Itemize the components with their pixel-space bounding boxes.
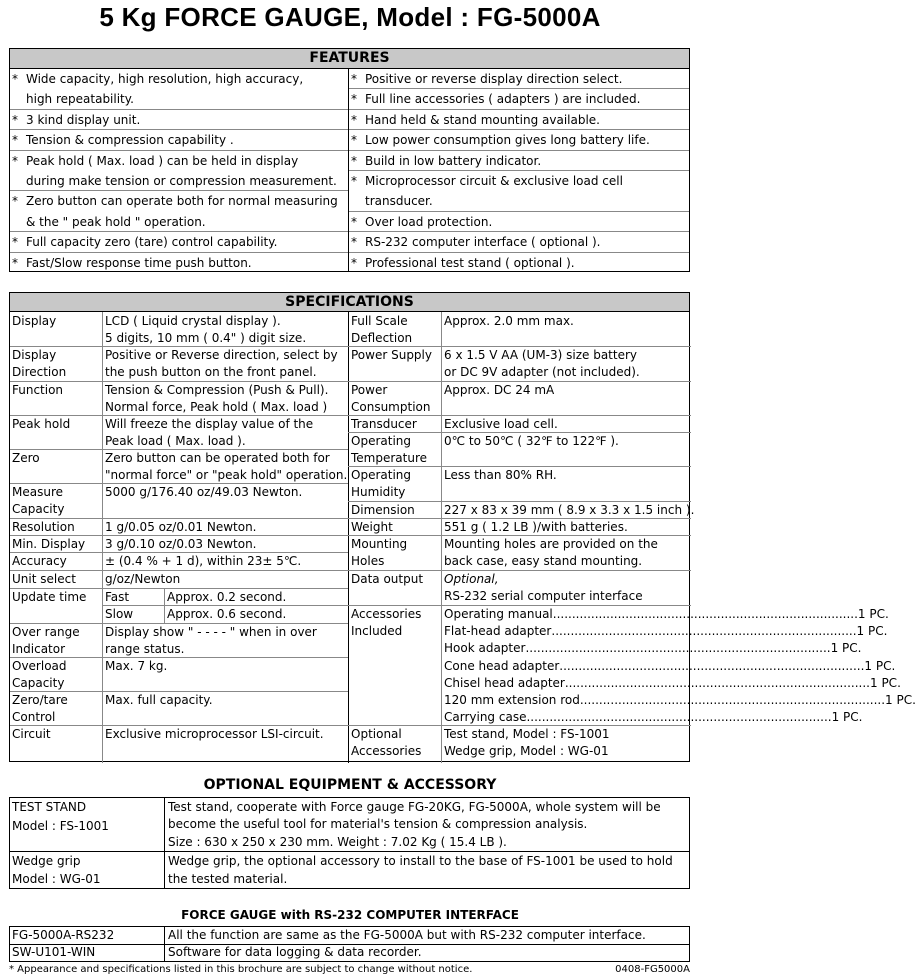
spec-label-peak-hold: Peak hold [12, 417, 71, 431]
feature-item [349, 69, 689, 89]
spec-label-mounting-holes: Holes [351, 554, 385, 568]
feature-item [349, 171, 689, 212]
spec-value: ± (0.4 % + 1 d), within 23± 5℃. [105, 554, 302, 568]
spec-value: Mounting holes are provided on the [444, 537, 658, 551]
optional-equipment-table [9, 797, 690, 889]
accessory-item [442, 692, 916, 709]
feature-item [10, 191, 348, 232]
dot-leader: ................................................................................ [551, 624, 857, 639]
feature-item [349, 253, 689, 273]
dot-leader: ................................................................................ [579, 692, 886, 707]
spec-label-power-consumption: Consumption [351, 400, 431, 414]
bullet-star: * [12, 235, 18, 250]
accessory-qty: 1 PC. [830, 641, 862, 656]
spec-value: 5 digits, 10 mm ( 0.4" ) digit size. [105, 331, 307, 345]
feature-item [349, 130, 689, 150]
feature-item [349, 89, 689, 109]
spec-label-display: Display [12, 314, 57, 328]
feature-item [349, 151, 689, 171]
spec-value: LCD ( Liquid crystal display ). [105, 314, 281, 328]
spec-value: Exclusive load cell. [444, 417, 558, 431]
dot-leader: ................................................................................ [526, 710, 832, 725]
spec-value: Less than 80% RH. [444, 468, 557, 482]
accessory-name: 120 mm extension rod [444, 692, 580, 707]
feature-item [10, 110, 348, 130]
footer-note: * Appearance and specifications listed in this brochure are subject to change without notice. [9, 964, 473, 975]
spec-label-unit-select: Unit select [12, 572, 76, 586]
rs232-desc: All the function are same as the FG-5000A but with RS-232 computer interface. [168, 928, 646, 942]
feature-text: & the " peak hold " operation. [26, 214, 206, 229]
feature-text: Wide capacity, high resolution, high accuracy, [26, 72, 304, 86]
rs232-table [9, 926, 690, 962]
spec-label-power-consumption: Power [351, 383, 388, 397]
accessory-qty: 1 PC. [885, 692, 916, 707]
wedge-grip-label: Wedge grip [12, 854, 81, 868]
test-stand-desc: become the useful tool for material's tension & compression analysis. [168, 817, 588, 831]
spec-label-measure-capacity: Capacity [12, 502, 65, 516]
rs232-section-title: FORCE GAUGE with RS-232 COMPUTER INTERFACE [181, 908, 519, 922]
document-code: 0408-FG5000A [615, 964, 690, 975]
spec-value: g/oz/Newton [105, 572, 181, 586]
spec-label-operating-temperature: Operating [351, 434, 411, 448]
spec-label-display-direction: Direction [12, 365, 67, 379]
spec-label-accuracy: Accuracy [12, 554, 67, 568]
spec-value: Wedge grip, Model : WG-01 [444, 744, 609, 758]
spec-label-operating-humidity: Operating [351, 468, 411, 482]
spec-value: Zero button can be operated both for [105, 451, 330, 465]
spec-label-operating-humidity: Humidity [351, 485, 406, 499]
feature-text: Low power consumption gives long battery life. [365, 133, 650, 148]
wedge-grip-desc: Wedge grip, the optional accessory to install to the base of FS-1001 be used to hold [168, 854, 673, 868]
spec-value: range status. [105, 642, 185, 656]
feature-text: Build in low battery indicator. [365, 153, 542, 168]
spec-label-mounting-holes: Mounting [351, 537, 408, 551]
bullet-star: * [12, 112, 18, 127]
spec-value: Test stand, Model : FS-1001 [444, 727, 610, 741]
feature-text: Hand held & stand mounting available. [365, 112, 600, 127]
bullet-star: * [351, 72, 357, 86]
spec-value: Fast [105, 590, 130, 604]
accessory-qty: 1 PC. [856, 624, 888, 639]
spec-value: back case, easy stand mounting. [444, 554, 643, 568]
rs232-model: FG-5000A-RS232 [12, 928, 115, 942]
spec-value: 0℃ to 50℃ ( 32℉ to 122℉ ). [444, 434, 619, 448]
bullet-star: * [12, 133, 18, 148]
spec-label-accessories-included: Accessories [351, 607, 422, 621]
spec-value: 3 g/0.10 oz/0.03 Newton. [105, 537, 257, 551]
feature-item [349, 110, 689, 130]
feature-item [10, 69, 348, 110]
test-stand-model: Model : FS-1001 [12, 819, 109, 833]
feature-text: during make tension or compression measurement. [26, 173, 337, 188]
spec-value: Positive or Reverse direction, select by [105, 348, 338, 362]
optional-section-title: OPTIONAL EQUIPMENT & ACCESSORY [203, 777, 497, 793]
spec-value: Approx. 2.0 mm max. [444, 314, 574, 328]
spec-label-display-direction: Display [12, 348, 57, 362]
test-stand-label: TEST STAND [12, 800, 87, 814]
bullet-star: * [12, 72, 18, 86]
dot-leader: ................................................................................ [525, 641, 831, 656]
accessory-item [442, 623, 888, 640]
spec-label-zero: Zero [12, 451, 40, 465]
bullet-star: * [351, 235, 357, 250]
spec-value: 6 x 1.5 V AA (UM-3) size battery [444, 348, 638, 362]
features-table [9, 48, 690, 272]
accessory-name: Flat-head adapter [444, 624, 552, 639]
feature-text: Tension & compression capability . [26, 133, 234, 148]
bullet-star: * [351, 92, 357, 107]
bullet-star: * [12, 194, 18, 209]
spec-value: Will freeze the display value of the [105, 417, 314, 431]
spec-label-resolution: Resolution [12, 520, 75, 534]
spec-value: 5000 g/176.40 oz/49.03 Newton. [105, 485, 303, 499]
software-model: SW-U101-WIN [12, 945, 96, 959]
spec-value: Peak load ( Max. load ). [105, 434, 246, 448]
bullet-star: * [12, 255, 18, 270]
bullet-star: * [351, 112, 357, 127]
spec-value: Display show " - - - - " when in over [105, 625, 317, 639]
spec-label-circuit: Circuit [12, 727, 51, 741]
feature-text: Over load protection. [365, 214, 493, 229]
spec-value: Tension & Compression (Push & Pull). [105, 383, 329, 397]
accessory-list [442, 606, 916, 726]
spec-label-operating-temperature: Temperature [351, 451, 428, 465]
accessory-item [442, 606, 889, 623]
spec-value: the push button on the front panel. [105, 365, 317, 379]
feature-item [10, 130, 348, 150]
spec-label-measure-capacity: Measure [12, 485, 63, 499]
spec-value: Max. full capacity. [105, 693, 213, 707]
spec-label-full-scale: Deflection [351, 331, 413, 345]
spec-value: Approx. 0.6 second. [167, 607, 287, 621]
spec-label-overload: Overload [12, 659, 67, 673]
spec-label-min-display: Min. Display [12, 537, 86, 551]
spec-value: 551 g ( 1.2 LB )/with batteries. [444, 520, 628, 534]
accessory-qty: 1 PC. [864, 658, 896, 673]
bullet-star: * [351, 173, 357, 188]
spec-label-dimension: Dimension [351, 503, 415, 517]
features-left-column [10, 69, 349, 271]
feature-item [10, 151, 348, 192]
wedge-grip-model: Model : WG-01 [12, 872, 101, 886]
spec-label-weight: Weight [351, 520, 393, 534]
accessory-name: Operating manual [444, 607, 553, 621]
spec-value: 227 x 83 x 39 mm ( 8.9 x 3.3 x 1.5 inch ). [444, 503, 695, 517]
accessory-name: Cone head adapter [444, 658, 560, 673]
feature-text: Full line accessories ( adapters ) are included. [365, 92, 641, 107]
test-stand-desc: Test stand, cooperate with Force gauge FG-20KG, FG-5000A, whole system will be [168, 800, 661, 814]
spec-label-over-range: Over range [12, 625, 80, 639]
spec-value: Approx. 0.2 second. [167, 590, 287, 604]
feature-item [349, 232, 689, 252]
feature-text: Positive or reverse display direction select. [365, 72, 623, 86]
dot-leader: ................................................................................ [564, 675, 870, 690]
feature-item [349, 212, 689, 232]
spec-label-function: Function [12, 383, 64, 397]
specifications-header: SPECIFICATIONS [10, 293, 689, 312]
specifications-table [9, 292, 916, 762]
bullet-star: * [351, 255, 357, 270]
test-stand-size: Size : 630 x 250 x 230 mm. Weight : 7.02 Kg ( 15.4 LB ). [168, 835, 507, 849]
features-right-column [349, 69, 689, 271]
spec-label-over-range: Indicator [12, 642, 66, 656]
feature-text: Peak hold ( Max. load ) can be held in display [26, 153, 299, 168]
feature-item [10, 253, 348, 273]
spec-label-zero-tare: Zero/tare [12, 693, 68, 707]
feature-text: Fast/Slow response time push button. [26, 255, 252, 270]
spec-value: Optional, [444, 572, 499, 586]
feature-text: transducer. [365, 194, 433, 209]
dot-leader: ................................................................................ [552, 607, 858, 621]
spec-label-optional-accessories: Optional [351, 727, 402, 741]
spec-label-zero-tare: Control [12, 710, 56, 724]
accessory-item [442, 640, 862, 657]
accessory-item [442, 675, 901, 692]
feature-text: 3 kind display unit. [26, 112, 141, 127]
spec-label-data-output: Data output [351, 572, 424, 586]
spec-label-full-scale: Full Scale [351, 314, 408, 328]
spec-value: Slow [105, 607, 134, 621]
spec-label-power-supply: Power Supply [351, 348, 432, 362]
spec-value: "normal force" or "peak hold" operation. [105, 468, 348, 482]
bullet-star: * [12, 153, 18, 168]
spec-value: Approx. DC 24 mA [444, 383, 555, 397]
feature-text: Professional test stand ( optional ). [365, 255, 575, 270]
accessory-name: Carrying case [444, 710, 527, 725]
spec-value: Max. 7 kg. [105, 659, 168, 673]
accessory-qty: 1 PC. [870, 675, 901, 690]
spec-value: Exclusive microprocessor LSI-circuit. [105, 727, 324, 741]
page-title: 5 Kg FORCE GAUGE, Model : FG-5000A [99, 2, 601, 32]
accessory-name: Hook adapter [444, 641, 526, 656]
wedge-grip-desc: the tested material. [168, 872, 288, 886]
spec-value: 1 g/0.05 oz/0.01 Newton. [105, 520, 257, 534]
feature-text: high repeatability. [26, 92, 134, 107]
spec-label-overload: Capacity [12, 676, 65, 690]
spec-value: RS-232 serial computer interface [444, 589, 643, 603]
spec-value: or DC 9V adapter (not included). [444, 365, 640, 379]
accessory-qty: 1 PC. [857, 607, 889, 621]
accessory-item [442, 709, 863, 726]
bullet-star: * [351, 214, 357, 229]
accessory-qty: 1 PC. [831, 710, 863, 725]
bullet-star: * [351, 133, 357, 148]
bullet-star: * [351, 153, 357, 168]
accessory-item [442, 658, 896, 675]
feature-text: RS-232 computer interface ( optional ). [365, 235, 601, 250]
feature-text: Zero button can operate both for normal measuring [26, 194, 338, 209]
spec-label-update-time: Update time [12, 590, 87, 604]
spec-label-transducer: Transducer [351, 417, 417, 431]
features-header: FEATURES [10, 49, 689, 69]
feature-text: Microprocessor circuit & exclusive load cell [365, 173, 623, 188]
accessory-name: Chisel head adapter [444, 675, 565, 690]
spec-value: Normal force, Peak hold ( Max. load ) [105, 400, 328, 414]
dot-leader: ................................................................................ [559, 658, 865, 673]
spec-label-optional-accessories: Accessories [351, 744, 422, 758]
spec-label-accessories-included: Included [351, 624, 403, 638]
feature-item [10, 232, 348, 252]
software-desc: Software for data logging & data recorder. [168, 945, 422, 959]
feature-text: Full capacity zero (tare) control capability. [26, 235, 278, 250]
